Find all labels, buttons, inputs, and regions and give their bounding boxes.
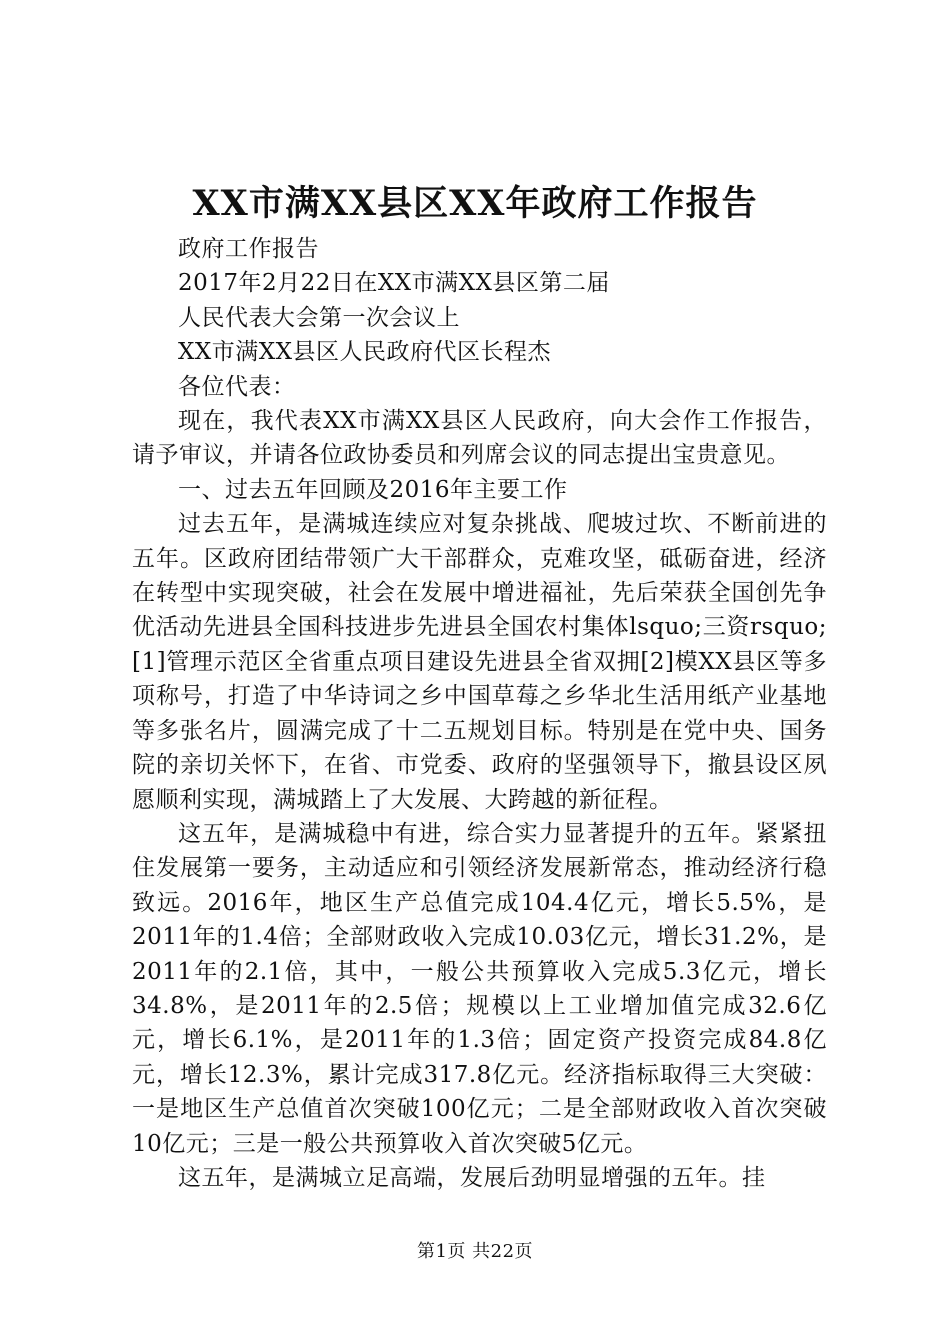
page-footer: 第1页 共22页 <box>416 1241 534 1262</box>
document-title: XX市满XX县区XX年政府工作报告 <box>192 183 758 224</box>
meeting-date-line: 2017年2月22日在XX市满XX县区第二届 <box>178 270 610 297</box>
body-paragraph: 过去五年，是满城连续应对复杂挑战、爬坡过坎、不断前进的五年。区政府团结带领广大干部群众，克难攻坚，砥砺奋进，经济在转型中实现突破，社会在发展中增进福祉，先后荣获全国创先争优活动先进县全国科技进步先进县全国农村集体lsquo;三资rsquo;[1]管理示范区全省重点项目建设先进县全省双拥[2]模XX县区等多项称号，打造了中华诗词之乡中国草莓之乡华北生活用纸产业基地等多张名片，圆满完成了十二五规划目标。特别是在党中央、国务院的亲切关怀下，在省、市党委、政府的坚强领导下，撤县设区夙愿顺利实现，满城踏上了大发展、大跨越的新征程。 <box>132 511 827 813</box>
body-paragraph: 这五年，是满城稳中有进，综合实力显著提升的五年。紧紧扭住发展第一要务，主动适应和引领经济发展新常态，推动经济行稳致远。2016年，地区生产总值完成104.4亿元，增长5.5%，是2011年的1.4倍；全部财政收入完成10.03亿元，增长31.2%，是2011年的2.1倍，其中，一般公共预算收入完成5.3亿元，增长34.8%，是2011年的2.5倍；规模以上工业增加值完成32.6亿元，增长6.1%，是2011年的1.3倍；固定资产投资完成84.8亿元，增长12.3%，累计完成317.8亿元。经济指标取得三大突破：一是地区生产总值首次突破100亿元；二是全部财政收入首次突破10亿元；三是一般公共预算收入首次突破5亿元。 <box>132 820 827 1157</box>
salutation: 各位代表： <box>178 373 296 400</box>
document-body <box>132 232 827 1195</box>
section-heading: 一、过去五年回顾及2016年主要工作 <box>178 476 568 503</box>
meeting-name-line: 人民代表大会第一次会议上 <box>178 304 460 331</box>
intro-paragraph: 现在，我代表XX市满XX县区人民政府，向大会作工作报告，请予审议，并请各位政协委员和列席会议的同志提出宝贵意见。 <box>132 408 827 469</box>
body-paragraph: 这五年，是满城立足高端，发展后劲明显增强的五年。挂 <box>178 1164 766 1191</box>
report-label: 政府工作报告 <box>178 236 319 262</box>
speaker-line: XX市满XX县区人民政府代区长程杰 <box>178 339 551 366</box>
